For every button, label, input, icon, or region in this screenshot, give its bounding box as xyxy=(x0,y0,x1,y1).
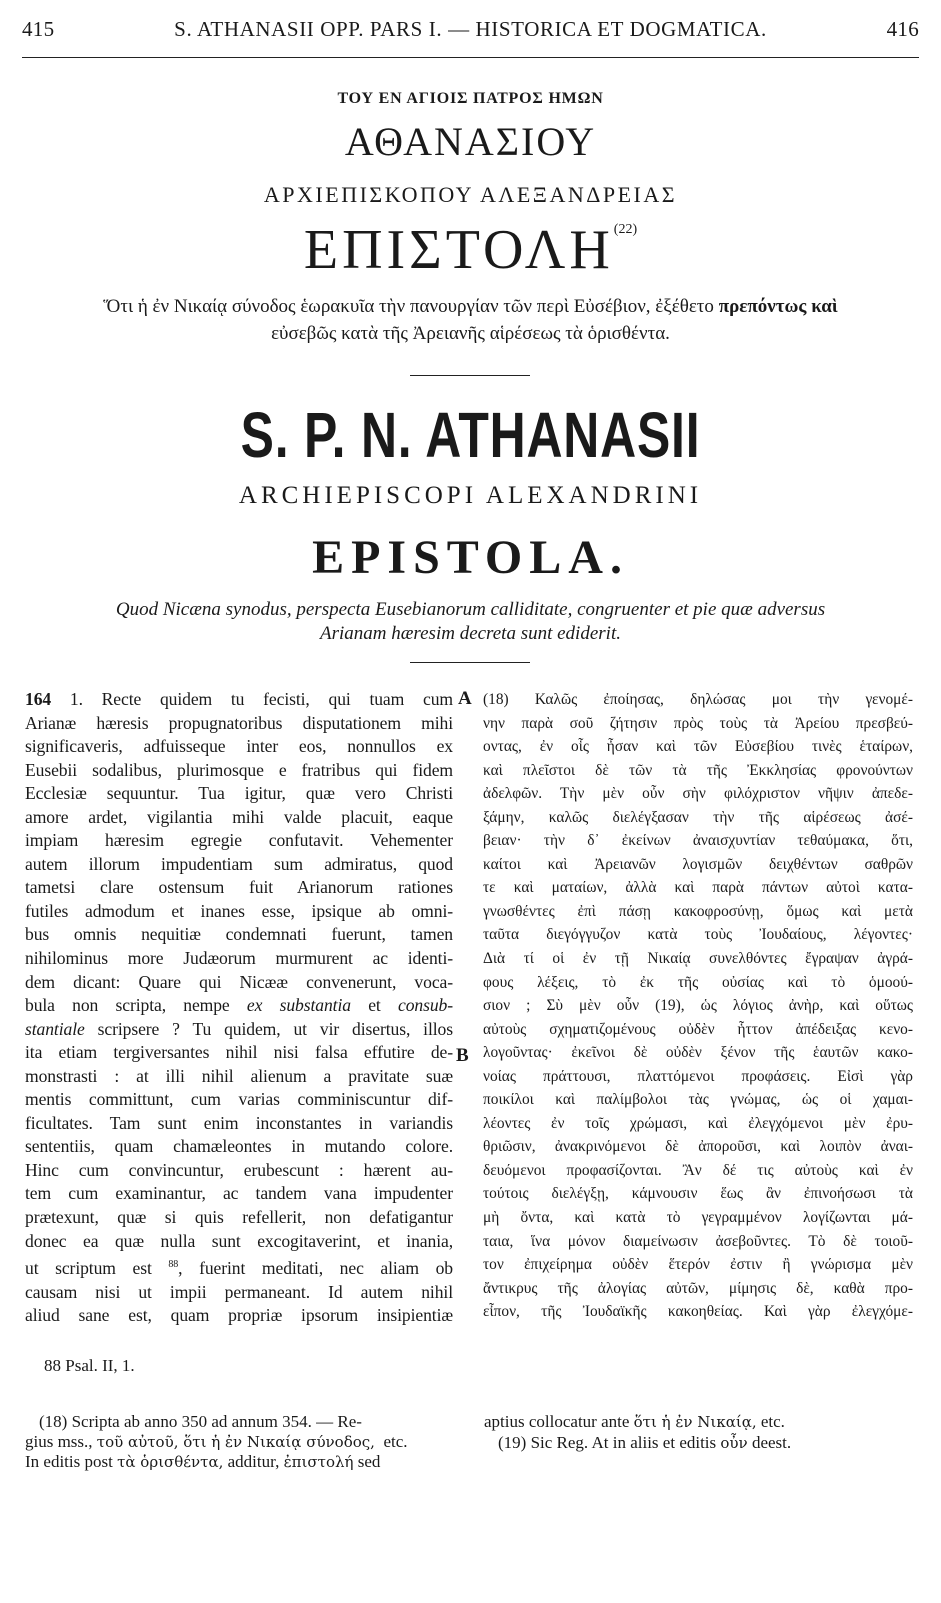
note-line: gius mss., τοῦ αὐτοῦ, ὅτι ἡ ἐν Νικαίᾳ σύνοδος, etc. xyxy=(25,1431,408,1451)
left-page-number: 415 xyxy=(22,16,55,41)
latin-line: amore ardet, vigilantia mihi valde placuit, eaque xyxy=(25,806,453,827)
header-rule xyxy=(22,57,919,58)
greek-subtitle-end: εὐσεβῶς κατὰ τῆς Ἀρειανῆς αἱρέσεως τὰ ὁρισθέντα. xyxy=(271,323,670,344)
greek-line: εἶπον, τῆς Ἰουδαϊκῆς κακοηθείας. Καὶ γὰρ ἐλεγχόμε- xyxy=(483,1303,913,1321)
latin-line: Ecclesiæ sequuntur. Tua igitur, quæ vero Christi xyxy=(25,783,453,804)
latin-line: mentis committunt, cum varias comminiscuntur dif- xyxy=(25,1089,453,1110)
column-number: 164 xyxy=(25,689,52,709)
footnote-ref: 88 xyxy=(168,1259,179,1271)
greek-line: θριῶσιν, ἀνακρινόμενοι δὲ ἀποροῦσι, καὶ λοιπὸν ἀναι- xyxy=(483,1138,913,1156)
running-head-title: S. ATHANASII OPP. PARS I. — HISTORICA ET DOGMATICA. xyxy=(174,16,767,41)
greek-subtitle-bold: πρεπόντως καὶ xyxy=(718,296,838,317)
greek-line: καίτοι καὶ Ἀρειανῶν λογισμῶν δειχθέντων σαθρῶν xyxy=(483,855,913,873)
greek-heading-archbishop: ΑΡΧΙΕΠΙΣΚΟΠΟΥ ΑΛΕΞΑΝΔΡΕΙΑΣ xyxy=(263,182,678,207)
latin-line: nihilominus more Judæorum murmurent ac identi- xyxy=(25,948,453,969)
greek-line: φους λέξεις, τὸ ἐκ τῆς οὐσίας καὶ τὸ ὁμοού- xyxy=(483,973,913,991)
latin-line: Arianæ hæresis propugnatoribus disputationem mihi xyxy=(25,712,453,733)
greek-line: ποικίλοι καὶ παλίμβολοι τὰς γνώμας, ὡς οἱ χαμαι- xyxy=(483,1091,913,1109)
latin-subtitle-line2: Arianam hæresim decreta sunt ediderit. xyxy=(320,623,621,644)
latin-line: futiles admodum et inanes esse, ipsique ab omni- xyxy=(25,900,453,921)
greek-line: αὐτοὺς σχηματιζομένους οὐδὲν ἧττον ἀπέδειξας κενο- xyxy=(483,1020,913,1038)
greek-line: ἄντικρυς τῆς ἀλογίας αὐτῶν, μίμησις δὲ, καθὰ προ- xyxy=(483,1279,913,1297)
latin-heading-epistola: EPISTOLA. xyxy=(312,531,629,584)
greek-line: γνωσθέντες ἐπὶ πάσῃ κακοφροσύνῃ, ὅμως καὶ μετὰ xyxy=(483,902,913,920)
greek-line: (18) Καλῶς ἐποίησας, δηλώσας μοι τὴν γενομέ- xyxy=(483,691,913,708)
latin-line: significaveris, adfuisseque inter eos, nonnullos ex xyxy=(25,736,453,757)
greek-heading-epistle xyxy=(0,218,941,282)
greek-line: καὶ πλεῖστοι δὲ τῶν τὰ τῆς Ἐκκλησίας φρονούντων xyxy=(483,761,913,779)
latin-line: bula non scripta, nempe ex substantia et consub- xyxy=(25,995,453,1016)
latin-line: autem illorum impudentiam sum admiratus, quod xyxy=(25,853,453,874)
section-rule-2 xyxy=(410,662,530,663)
latin-subtitle xyxy=(40,598,901,646)
greek-line: σιον ; Σὺ μὲν οὖν (19), ὡς λόγιος ἀνὴρ, καὶ οὕτως xyxy=(483,997,913,1015)
right-page-number: 416 xyxy=(886,16,919,41)
latin-line: Eusebii sodalibus, plurimosque e fratribus qui fidem xyxy=(25,759,453,780)
greek-heading-line1: ΤΟΥ ΕΝ ΑΓΙΟΙΣ ΠΑΤΡΟΣ ΗΜΩΝ xyxy=(337,90,604,107)
note-line: (18) Scripta ab anno 350 ad annum 354. — Re- xyxy=(39,1412,362,1431)
greek-line: τούτοις διελέγξῃ, κάμνουσιν ἕως ἂν ἐπινοήσωσι τὰ xyxy=(483,1185,913,1203)
greek-line: ἀδελφῶν. Τὴν μὲν οὖν σὴν φιλόχριστον νῆψιν ἀπεδε- xyxy=(483,785,913,803)
section-rule-1 xyxy=(410,375,530,376)
latin-line: sententiis, quam chamæleontes in mutando colore. xyxy=(25,1136,453,1157)
greek-heading-name: ΑΘΑΝΑΣΙΟΥ xyxy=(344,119,597,164)
greek-subtitle-start: Ὅτι ἡ ἐν Νικαίᾳ σύνοδος ἑωρακυῖα τὴν πανουργίαν τῶν περὶ Εὐσέβιον, ἐξέθετο xyxy=(103,296,714,317)
greek-line: ξάμην, καλῶς διελέγξασαν τὴν τῆς αἱρέσεως ἀσέ- xyxy=(483,808,913,826)
latin-italic-phrase: consub- xyxy=(397,995,453,1016)
greek-subtitle xyxy=(40,293,901,347)
latin-line: donec ea quæ nulla sunt excogitaverint, et inania, xyxy=(25,1230,453,1251)
greek-line: βειαν· τὴν δ᾽ ἐκείνων ἀναισχυντίαν τεθαύμακα, ὅτι, xyxy=(483,832,913,850)
latin-line: tametsi clare ostensum fuit Arianorum rationes xyxy=(25,877,453,898)
greek-line: οντας, ἐν οἷς ἦσαν καὶ τῶν Εὐσεβίου τινὲς ἑταίρων, xyxy=(483,738,913,756)
note-mark-22: (22) xyxy=(613,222,638,237)
greek-line: νοίας πράττουσι, πλαττόμενοι προφάσεις. Εἰσὶ γὰρ xyxy=(483,1067,913,1085)
marginal-letter-a: A xyxy=(458,688,472,709)
latin-line: Hinc cum convincuntur, erubescunt : hærent au- xyxy=(25,1159,453,1180)
greek-line: τε καὶ ματαίων, ἀλλὰ καὶ παρὰ πάντων αὐτοὶ κατα- xyxy=(483,879,913,897)
greek-line: ταῦτα διεγόγγυζον κατὰ τοὺς Ἰουδαίους, λέγοντες· xyxy=(483,926,913,944)
latin-text-column xyxy=(25,688,453,1328)
latin-line: 164 1. Recte quidem tu fecisti, qui tuam cum xyxy=(25,689,453,709)
greek-epistle-word: ΕΠΙΣΤΟΛΗ xyxy=(303,219,614,281)
greek-line: λέοντες ἐν τοῖς χρώμασι, καὶ ἐλεγχόμενοι μὲν ἐρυ- xyxy=(483,1114,913,1132)
latin-heading-name: S. P. N. ATHANASII xyxy=(240,399,701,471)
greek-line: ταια, ἵνα μόνον διαμείνωσιν ἀσεβοῦντες. Τὸ δὲ τοιοῦ- xyxy=(483,1232,913,1250)
greek-line: δευόμενοι προφασίζονται. Ἂν δέ τις αὐτοὺς καὶ ἐν xyxy=(483,1161,913,1179)
latin-subtitle-line1: Quod Nicæna synodus, perspecta Eusebianorum calliditate, congruenter et pie quæ adversus xyxy=(115,599,826,620)
greek-text-column xyxy=(483,688,913,1324)
editorial-notes-right xyxy=(484,1412,914,1453)
latin-line: monstrasti : at illi nihil alienum a pravitate suæ xyxy=(25,1065,453,1086)
latin-line: aliud sane est, quam propriæ ipsorum insipientiæ xyxy=(25,1305,453,1326)
greek-line: Διὰ τί οἱ ἐν τῇ Νικαίᾳ συνελθόντες ἔγραψαν ἀγρά- xyxy=(483,950,913,968)
latin-line: ut scriptum est $^{88}$, fuerint meditati, nec aliam ob xyxy=(25,1257,453,1278)
latin-line: prætexunt, quæ si quis refellerit, non defatigantur xyxy=(25,1207,453,1228)
note-line: In editis post τὰ ὁρισθέντα, additur, ἐπιστολή sed xyxy=(25,1452,381,1471)
latin-line: ita etiam tergiversantes nihil nisi falsa effutire de- xyxy=(25,1042,453,1063)
latin-line: bus omnis nequitiæ condemnati fuerunt, tamen xyxy=(25,924,453,945)
marginal-letter-b: B xyxy=(456,1045,469,1066)
latin-line: dem dicant: Quare qui Nicææ convenerunt, voca- xyxy=(25,971,453,992)
latin-line: causam nisi ut impii permaneant. Id autem nihil xyxy=(25,1281,453,1302)
scripture-footnote: 88 Psal. II, 1. xyxy=(44,1356,135,1375)
greek-line: νην παρὰ σοῦ ζήτησιν πρὸς τοὺς τὰ Ἀρείου πρεσβεύ- xyxy=(483,714,913,732)
latin-line: impiam hæresim egregie confutavit. Vehementer xyxy=(25,830,453,851)
latin-line: ficultates. Tam sunt enim inconstantes in variandis xyxy=(25,1112,453,1133)
greek-line: λογοῦντας· ἐκεῖνοι δὲ οὐδὲν ξένον τῆς ἑαυτῶν κακο- xyxy=(483,1044,913,1062)
latin-line: stantiale scripsere ? Tu quidem, ut vir disertus, illos xyxy=(25,1018,453,1039)
greek-line: τον ἐπιχείρημα οὐδὲν ἕτερόν ἐστιν ἢ γνώρισμα μὲν xyxy=(483,1256,913,1274)
latin-italic-phrase: ex substantia xyxy=(246,995,351,1016)
latin-heading-archbishop: ARCHIEPISCOPI ALEXANDRINI xyxy=(238,482,703,509)
editorial-notes-left xyxy=(25,1412,455,1473)
note-line: aptius collocatur ante ὅτι ἡ ἐν Νικαίᾳ, etc. xyxy=(484,1412,785,1431)
running-head xyxy=(22,14,919,44)
greek-line: μὴ ὄντα, καὶ κατὰ τὸ γεγραμμένον λογίζωνται μά- xyxy=(483,1209,913,1227)
latin-line: tem cum examinantur, ac tandem vana impudenter xyxy=(25,1183,453,1204)
note-line: (19) Sic Reg. At in aliis et editis οὖν deest. xyxy=(498,1432,792,1452)
